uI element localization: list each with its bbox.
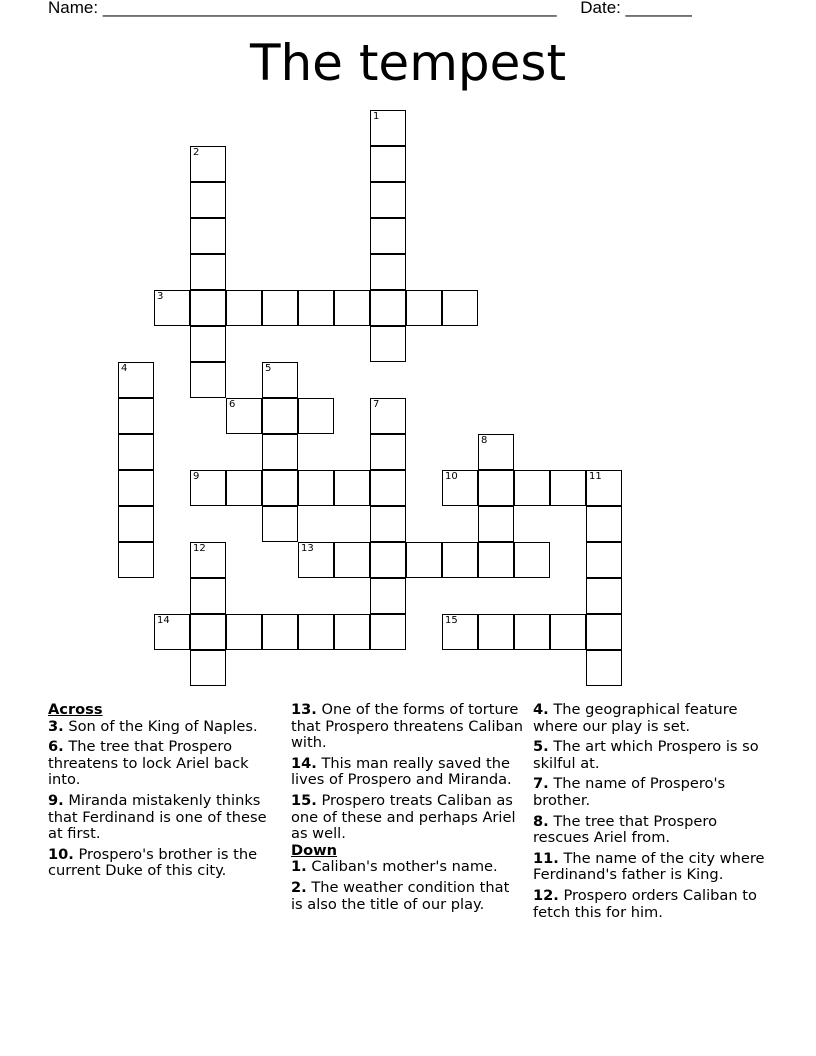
grid-cell[interactable] bbox=[442, 614, 478, 650]
grid-cell[interactable] bbox=[190, 326, 226, 362]
grid-cell[interactable] bbox=[514, 470, 550, 506]
clue-column-1 bbox=[48, 702, 280, 884]
date-blank[interactable]: _______ bbox=[625, 0, 692, 17]
clue-down-5: 5. The art which Prospero is so skilful at. bbox=[533, 738, 759, 772]
grid-cell[interactable] bbox=[118, 470, 154, 506]
grid-cell[interactable] bbox=[586, 542, 622, 578]
grid-cell[interactable] bbox=[406, 542, 442, 578]
grid-cell[interactable] bbox=[154, 614, 190, 650]
clue-across-13: 13. One of the forms of torture that Prospero threatens Caliban with. bbox=[291, 701, 523, 752]
clue-down-8: 8. The tree that Prospero rescues Ariel from. bbox=[533, 812, 718, 847]
grid-cell[interactable] bbox=[370, 146, 406, 182]
across-heading: Across bbox=[48, 701, 103, 718]
grid-cell[interactable] bbox=[406, 290, 442, 326]
grid-cell[interactable] bbox=[442, 470, 478, 506]
date-label: Date: bbox=[580, 0, 621, 17]
grid-cell[interactable] bbox=[190, 218, 226, 254]
name-label: Name: bbox=[48, 0, 99, 17]
cell-number: 3 bbox=[157, 291, 164, 302]
grid-cell[interactable] bbox=[262, 434, 298, 470]
grid-cell[interactable] bbox=[514, 614, 550, 650]
grid-cell[interactable] bbox=[370, 398, 406, 434]
grid-cell[interactable] bbox=[370, 110, 406, 146]
grid-cell[interactable] bbox=[478, 434, 514, 470]
cell-number: 10 bbox=[445, 471, 458, 482]
grid-cell[interactable] bbox=[298, 470, 334, 506]
grid-cell[interactable] bbox=[226, 470, 262, 506]
cell-number: 2 bbox=[193, 147, 200, 158]
clue-column-3 bbox=[533, 702, 765, 925]
grid-cell[interactable] bbox=[154, 290, 190, 326]
clue-across-10: 10. Prospero's brother is the current Duke of this city. bbox=[48, 845, 258, 880]
grid-cell[interactable] bbox=[370, 506, 406, 542]
grid-cell[interactable] bbox=[298, 542, 334, 578]
name-blank[interactable]: ________________________________________________ bbox=[102, 0, 557, 17]
cell-number: 1 bbox=[373, 111, 380, 122]
grid-cell[interactable] bbox=[550, 614, 586, 650]
grid-cell[interactable] bbox=[118, 506, 154, 542]
grid-cell[interactable] bbox=[586, 650, 622, 686]
clue-across-14: 14. This man really saved the lives of Prospero and Miranda. bbox=[291, 754, 512, 789]
clue-across-15: 15. Prospero treats Caliban as one of these and perhaps Ariel as well. bbox=[291, 791, 516, 843]
grid-cell[interactable] bbox=[442, 290, 478, 326]
grid-cell[interactable] bbox=[334, 470, 370, 506]
grid-cell[interactable] bbox=[370, 182, 406, 218]
page-title: The tempest bbox=[249, 34, 567, 92]
down-heading: Down bbox=[291, 841, 338, 859]
grid-cell[interactable] bbox=[190, 182, 226, 218]
cell-number: 4 bbox=[121, 363, 128, 374]
grid-cell[interactable] bbox=[262, 398, 298, 434]
cell-number: 8 bbox=[481, 435, 488, 446]
grid-cell[interactable] bbox=[478, 614, 514, 650]
grid-cell[interactable] bbox=[370, 434, 406, 470]
grid-cell[interactable] bbox=[190, 542, 226, 578]
grid-cell[interactable] bbox=[370, 542, 406, 578]
grid-cell[interactable] bbox=[586, 506, 622, 542]
grid-cell[interactable] bbox=[370, 578, 406, 614]
grid-cell[interactable] bbox=[190, 290, 226, 326]
clue-column-2 bbox=[291, 702, 523, 917]
grid-cell[interactable] bbox=[190, 650, 226, 686]
grid-cell[interactable] bbox=[514, 542, 550, 578]
grid-cell[interactable] bbox=[190, 578, 226, 614]
clue-down-1: 1. Caliban's mother's name. bbox=[291, 858, 498, 876]
grid-cell[interactable] bbox=[586, 470, 622, 506]
clue-down-12: 12. Prospero orders Caliban to fetch this for him. bbox=[533, 886, 757, 921]
grid-cell[interactable] bbox=[370, 326, 406, 362]
grid-cell[interactable] bbox=[190, 362, 226, 398]
grid-cell[interactable] bbox=[118, 362, 154, 398]
clue-down-2: 2. The weather condition that is also the title of our play. bbox=[291, 878, 510, 913]
grid-cell[interactable] bbox=[226, 290, 262, 326]
cell-number: 15 bbox=[445, 615, 458, 626]
cell-number: 5 bbox=[265, 363, 272, 374]
grid-cell[interactable] bbox=[262, 470, 298, 506]
cell-number: 13 bbox=[301, 543, 314, 554]
grid-cell[interactable] bbox=[334, 290, 370, 326]
grid-cell[interactable] bbox=[262, 362, 298, 398]
grid-cell[interactable] bbox=[442, 542, 478, 578]
grid-cell[interactable] bbox=[118, 398, 154, 434]
grid-cell[interactable] bbox=[550, 470, 586, 506]
grid-cell[interactable] bbox=[118, 542, 154, 578]
cell-number: 6 bbox=[229, 399, 236, 410]
grid-cell[interactable] bbox=[226, 614, 262, 650]
grid-cell[interactable] bbox=[262, 506, 298, 542]
grid-cell[interactable] bbox=[370, 218, 406, 254]
cell-number: 11 bbox=[589, 471, 602, 482]
grid-cell[interactable] bbox=[262, 614, 298, 650]
cell-number: 9 bbox=[193, 471, 200, 482]
grid-cell[interactable] bbox=[226, 398, 262, 434]
clue-down-7: 7. The name of Prospero's brother. bbox=[533, 775, 726, 809]
grid-cell[interactable] bbox=[478, 506, 514, 542]
grid-cell[interactable] bbox=[370, 290, 406, 326]
grid-cell[interactable] bbox=[298, 614, 334, 650]
clue-down-4: 4. The geographical feature where our play is set. bbox=[533, 701, 738, 735]
grid-cell[interactable] bbox=[190, 254, 226, 290]
grid-cell[interactable] bbox=[334, 614, 370, 650]
grid-cell[interactable] bbox=[298, 398, 334, 434]
grid-cell[interactable] bbox=[370, 470, 406, 506]
grid-cell[interactable] bbox=[370, 614, 406, 650]
grid-cell[interactable] bbox=[586, 578, 622, 614]
cell-number: 12 bbox=[193, 543, 206, 554]
cell-number: 14 bbox=[157, 615, 170, 626]
grid-cell[interactable] bbox=[190, 470, 226, 506]
grid-cell[interactable] bbox=[334, 542, 370, 578]
grid-cell[interactable] bbox=[298, 290, 334, 326]
grid-cell[interactable] bbox=[190, 614, 226, 650]
grid-cell[interactable] bbox=[190, 146, 226, 182]
grid-cell[interactable] bbox=[586, 614, 622, 650]
grid-cell[interactable] bbox=[118, 434, 154, 470]
clue-across-6: 6. The tree that Prospero threatens to lock Ariel back into. bbox=[48, 738, 249, 789]
grid-cell[interactable] bbox=[370, 254, 406, 290]
clue-across-9: 9. Miranda mistakenly thinks that Ferdinand is one of these at first. bbox=[48, 791, 267, 843]
cell-number: 7 bbox=[373, 399, 380, 410]
grid-cell[interactable] bbox=[478, 470, 514, 506]
clue-across-3: 3. Son of the King of Naples. bbox=[48, 717, 258, 735]
grid-cell[interactable] bbox=[478, 542, 514, 578]
grid-cell[interactable] bbox=[262, 290, 298, 326]
clue-down-11: 11. The name of the city where Ferdinand's father is King. bbox=[533, 849, 765, 884]
